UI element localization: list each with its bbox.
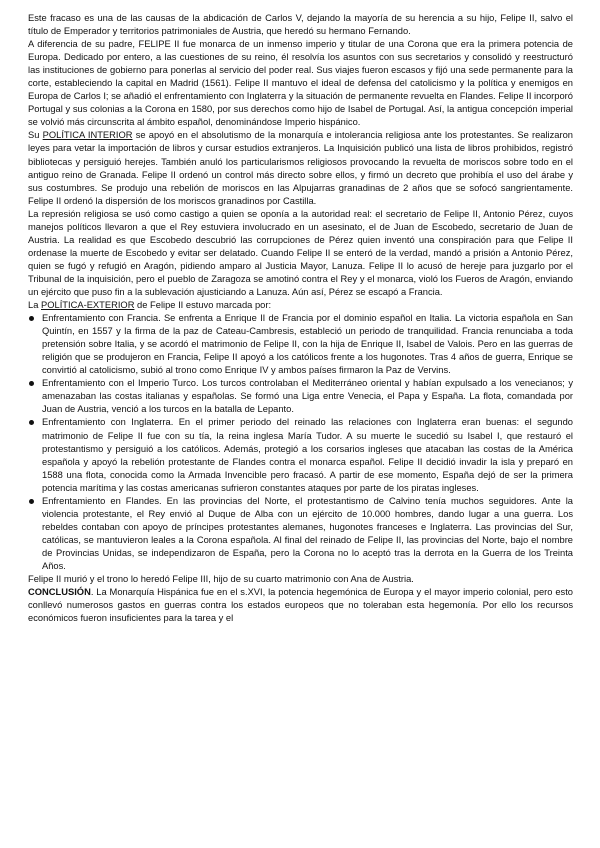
bullet-icon [29, 499, 34, 504]
conclusion-label: CONCLUSIÓN [28, 587, 91, 598]
bullet-icon [29, 381, 34, 386]
list-item [28, 312, 573, 377]
paragraph-politica-exterior [28, 299, 573, 312]
text: Su [28, 130, 43, 141]
list-item-text: Enfrentamiento con Francia. Se enfrenta a Enrique II de Francia por el dominio español en Italia. La victoria española en San Quintín, en 1557 y la firma de la paz de Cateau-Cambresis, estableció un periodo de tranquilidad. Francia renunciaba a toda pretensión sobre Italia, y se acordó el matrimonio de Felipe II, con la hija de Enrique II, Isabel de Valois. Pero en las guerras de religión que se produjeron en Francia, Felipe II apoyó a los católicos frente a los hugonotes. Tras 4 años de guerra, Enrique se convirtió al catolicismo, subió al trono como Enrique IV y ambos países firmaron la Paz de Vervins. [42, 313, 573, 376]
list-item-text: Enfrentamiento con Inglaterra. En el primer periodo del reinado las relaciones con Inglaterra eran buenas: el segundo matrimonio de Felipe II fue con su tía, la reina inglesa María Tudor. A su muerte le sucedió su Isabel I, que restauró el protestantismo y persiguió a los católicos. Además, protegió a los corsarios ingleses que atacaban las costas de la América española y apoyó la rebelión protestante de Flandes contra el monarca español. Felipe II decidió invadir la isla y preparó en 1588 una flota, conocida como la Armada Invencible pero fracasó. A partir de ese momento, España dejó de ser la primera potencia marítima y las costas americanas sufrieron constantes ataques por parte de los piratas ingleses. [42, 417, 573, 493]
paragraph-politica-interior [28, 129, 573, 207]
text: de Felipe II estuvo marcada por: [134, 300, 272, 311]
list-item [28, 377, 573, 416]
document-page [28, 12, 573, 625]
list-item-text: Enfrentamiento con el Imperio Turco. Los turcos controlaban el Mediterráneo oriental y habían expulsado a los venecianos; y amenazaban las costas italianas y españolas. Se formó una Liga entre Venecia, el Papa y España. La flota, comandada por Juan de Austria, venció a los turcos en la batalla de Lepanto. [42, 378, 573, 415]
list-item [28, 495, 573, 573]
bullet-list [28, 312, 573, 573]
text: La [28, 300, 41, 311]
text: se apoyó en el absolutismo de la monarquía e intolerancia religiosa ante los protestantes. Se realizaron leyes para vetar la importación de libros y cursar estudios extranjeros. La Inquisición publicó una lista de libros prohibidos, registró bibliotecas y persiguió herejes. También anuló los particularismos religiosos provocando la revuelta de moriscos sobre todo en el antiguo reino de Granada. Felipe II ordenó un control más directo sobre ellos, y firmó un decreto que prohibía el uso del árabe y sus costumbres. Se produjo una rebelión de moriscos en las Alpujarras granadinas de 2 años que se sofocó sangrientamente. Felipe II ordenó la dispersión de los moriscos granadinos por Castilla. [28, 130, 573, 206]
paragraph-conclusion [28, 586, 573, 625]
paragraph-felipe-ii: A diferencia de su padre, FELIPE II fue monarca de un inmenso imperio y titular de una Corona que era la primera potencia de Europa. Dedicado por entero, a las cuestiones de su reino, él resolvía los asuntos con sus secretarios y consolidó y reestructuró las instituciones de gobierno para ponerlas al servicio del poder real. Sus viajes fueron escasos y fijó una sede permanente para la corte, estableciendo la capital en Madrid (1561). Felipe II mantuvo el ideal de defensa del catolicismo y la política y enemigos en Europa de Carlos I; se añadió el enfrentamiento con Inglaterra y la situación de permanente revuelta en Flandes. Felipe II incorporó Portugal y sus colonias a la Corona en 1580, por sus derechos como hijo de Isabel de Portugal. Así, la antigua concepción imperial se volvió más circunscrita al ámbito español, denominándose Imperio hispánico. [28, 39, 573, 128]
list-item-text: Enfrentamiento en Flandes. En las provincias del Norte, el protestantismo de Calvino tenía muchos seguidores. Ante la violencia protestante, el Rey envió al Duque de Alba con un ejército de 10.000 hombres, dando lugar a una guerra. Los rebeldes contaban con apoyo de príncipes protestantes alemanes, hugonotes franceses e Inglaterra. Las provincias del Sur, católicas, se mantuvieron leales a la Corona española. Al final del reinado de Felipe II, las provincias del Norte, bajo el nombre de Provincias Unidas, se independizaron de España, pero la Corona no lo aceptó tras la derrota en la Guerra de los Treinta Años. [42, 495, 573, 571]
bullet-icon [29, 420, 34, 425]
heading-politica-interior: POLÍTICA INTERIOR [42, 130, 133, 141]
list-item [28, 416, 573, 494]
paragraph-muerte-felipe-ii: Felipe II murió y el trono lo heredó Felipe III, hijo de su cuarto matrimonio con Ana de Austria. [28, 574, 414, 585]
paragraph-represion: La represión religiosa se usó como castigo a quien se oponía a la autoridad real: el secretario de Felipe II, Antonio Pérez, cuyos manejos políticos llevaron a que el Rey estuviera involucrado en un asesinato, el de Juan de Escobedo, secretario de Juan de Austria. La realidad es que Escobedo descubrió las corrupciones de Pérez quien inventó una conspiración para que Felipe II ordenase la muerte de Escobedo y evitar ser delatado. Cuando Felipe II se enteró de la verdad, mandó a prisión a Antonio Pérez, quien se fugó y refugió en Aragón, pidiendo amparo al Justicia Mayor, Lanuza. Felipe II lo acusó de hereje para juzgarlo por el Tribunal de la inquisición, pero el pueblo de Zaragoza se amotinó contra el Rey y el monarca, violó los Fueros de Aragón, enviando un ejército que puso fin a la sublevación ajusticiando a Lanuza. Aún así, Pérez se escapó a Francia. [28, 208, 573, 297]
heading-politica-exterior: POLÍTICA-EXTERIOR [41, 300, 135, 311]
text: . La Monarquía Hispánica fue en el s.XVI, la potencia hegemónica de Europa y el mayor imperio colonial, pero esto conllevó numerosos gastos en guerras contra los estados europeos que no toleraban esta hegemonía. Por ello los recursos económicos fueron insuficientes para la tarea y el [28, 587, 573, 624]
paragraph-abdicacion: Este fracaso es una de las causas de la abdicación de Carlos V, dejando la mayoría de su herencia a su hijo, Felipe II, salvo el título de Emperador y territorios patrimoniales de Austria, que heredó su hermano Fernando. [28, 13, 573, 37]
bullet-icon [29, 316, 34, 321]
